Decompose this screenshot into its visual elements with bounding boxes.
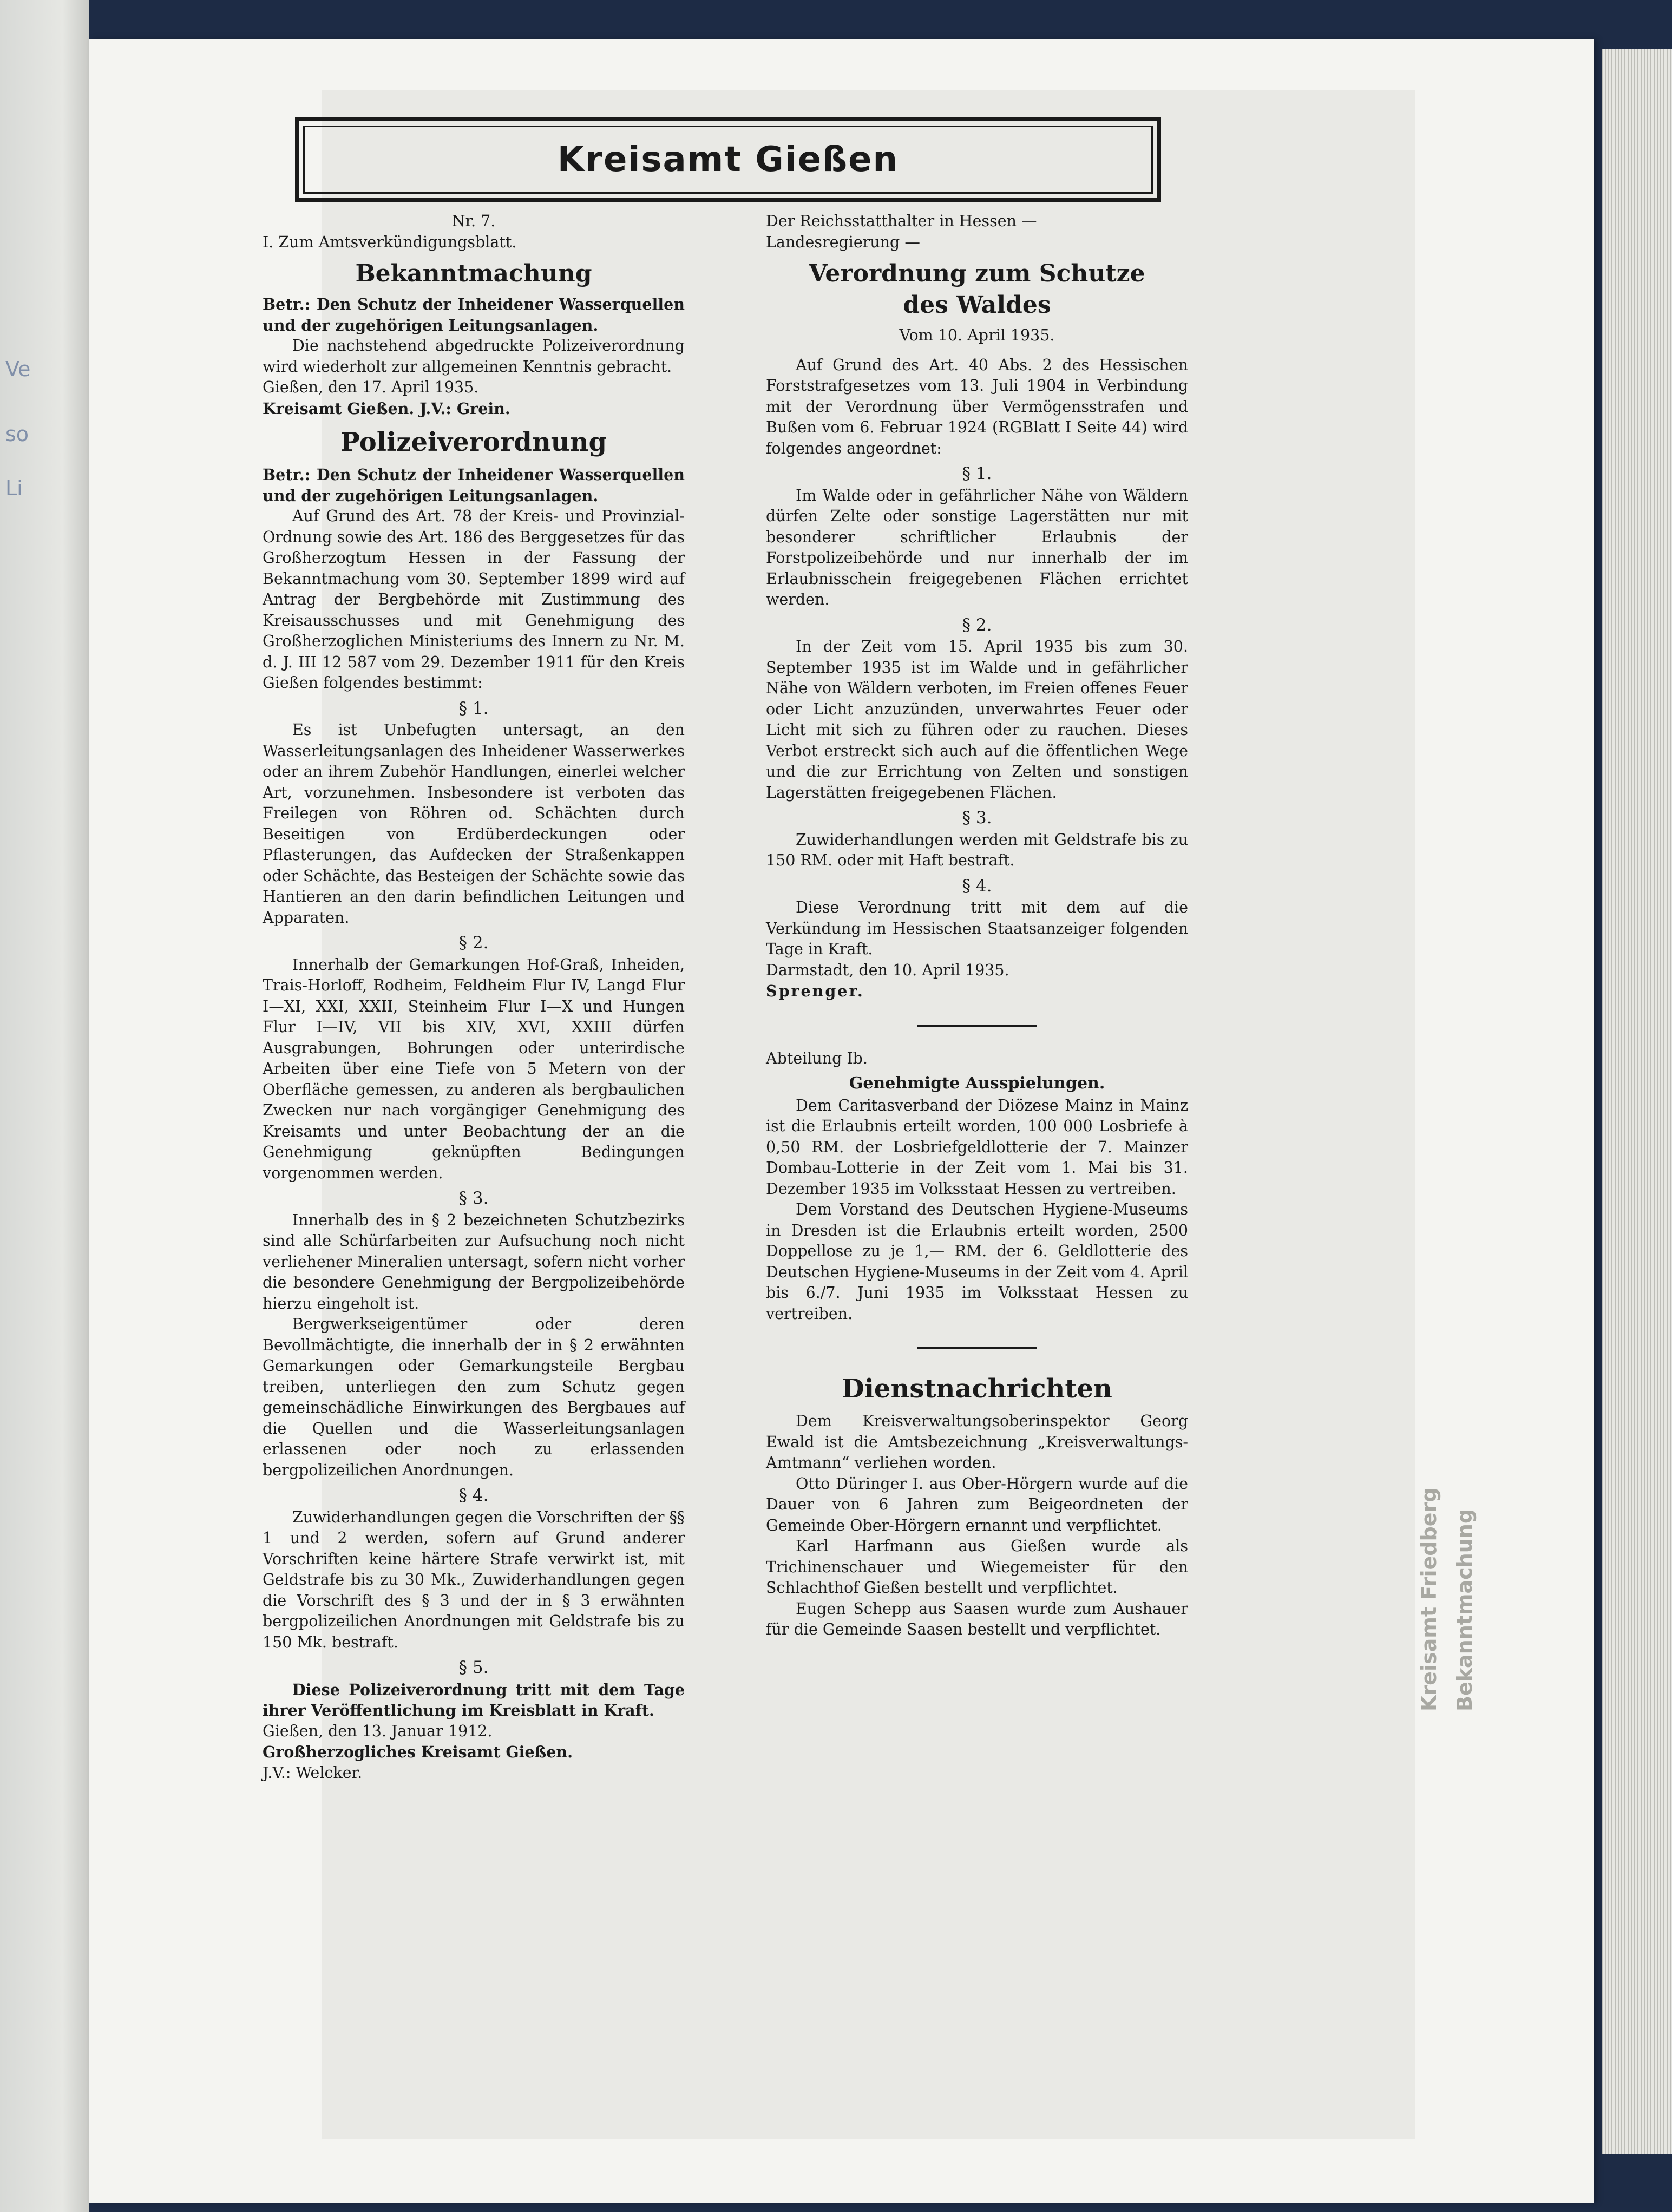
polizeiverordnung-date: Gießen, den 13. Januar 1912. bbox=[263, 1722, 493, 1740]
paragraph-text: Im Walde oder in gefährlicher Nähe von Wäldern dürfen Zelte oder sonstige Lagerstätten nur mit besonderer schriftlicher Erlaubnis der Forstpolizeibehörde und nur innerhalb der im Erlaubnisschein freigegebenen Flächen errichtet werden. bbox=[766, 486, 1188, 608]
bleed-subheading: Bekanntmachung bbox=[1452, 1508, 1477, 1711]
header-line: Der Reichsstatthalter in Hessen — bbox=[766, 212, 1037, 230]
bekanntmachung-betr: Betr.: Den Schutz der Inheidener Wasserquellen und der zugehörigen Leitungsanlagen. bbox=[263, 295, 685, 334]
verordnung-intro: Auf Grund des Art. 40 Abs. 2 des Hessischen Forststrafgesetzes vom 13. Juli 1904 in Verbindung mit der Verordnung über Vermögensstrafen und Bußen vom 6. Februar 1924 (RGBlatt I Seite 44) wird folgendes angeordnet: bbox=[766, 356, 1188, 457]
dienstnachricht-item: Otto Düringer I. aus Ober-Hörgern wurde auf die Dauer von 6 Jahren zum Beigeordneten der Gemeinde Ober-Hörgern ernannt und verpflichtet. bbox=[766, 1474, 1188, 1534]
bleed-heading: Kreisamt Friedberg bbox=[1417, 1487, 1441, 1711]
paragraph-heading: § 2. bbox=[458, 933, 489, 953]
ausspielungen-text: Dem Caritasverband der Diözese Mainz in Mainz ist die Erlaubnis erteilt worden, 100 000 Losbriefe à 0,50 RM. der Losbriefgeldlotterie der 7. Mainzer Dombau-Lotterie in der Zeit vom 1. Mai bis 31. Dezember 1935 im Volksstaat Hessen zu vertreiben. bbox=[766, 1096, 1188, 1198]
divider-rule bbox=[917, 1025, 1037, 1027]
bekanntmachung-text: Die nachstehend abgedruckte Polizeiverordnung wird wiederholt zur allgemeinen Kenntnis gebracht. bbox=[263, 337, 685, 376]
paragraph-heading: § 1. bbox=[962, 464, 992, 483]
paragraph-heading: § 4. bbox=[962, 876, 992, 896]
paragraph-heading: § 5. bbox=[458, 1658, 489, 1677]
divider-rule bbox=[917, 1347, 1037, 1349]
page-stack-edge bbox=[1602, 49, 1672, 2154]
show-through-text bbox=[1410, 142, 1594, 1738]
ausspielungen-text: Dem Vorstand des Deutschen Hygiene-Museums in Dresden ist die Erlaubnis erteilt worden, 2500 Doppellose zu je 1,— RM. der 6. Geldlotterie des Deutschen Hygiene-Museums in der Zeit vom 4. April bis 6./7. Juni 1935 im Volksstaat Hessen zu vertreiben. bbox=[766, 1200, 1188, 1323]
left-column bbox=[263, 211, 685, 1783]
signature-authority: Großherzogliches Kreisamt Gießen. bbox=[263, 1743, 573, 1761]
paragraph-text: Diese Polizeiverordnung tritt mit dem Tage ihrer Veröffentlichung im Kreisblatt in Kraft. bbox=[263, 1680, 685, 1719]
signature-name: J.V.: Welcker. bbox=[263, 1763, 363, 1782]
verordnung-date: Darmstadt, den 10. April 1935. bbox=[766, 961, 1009, 979]
verordnung-signature: Sprenger. bbox=[766, 982, 864, 1000]
paragraph-text: Innerhalb des in § 2 bezeichneten Schutzbezirks sind alle Schürfarbeiten zur Aufsuchung noch nicht verliehener Mineralien untersagt, sofern nicht vorher die besondere Genehmigung der Bergpolizeibehörde hierzu eingeholt ist. bbox=[263, 1211, 685, 1312]
dienstnachricht-item: Eugen Schepp aus Saasen wurde zum Aushauer für die Gemeinde Saasen bestellt und verpflichtet. bbox=[766, 1599, 1188, 1638]
bekanntmachung-signature: Kreisamt Gießen. J.V.: Grein. bbox=[263, 399, 510, 418]
paragraph-text: Es ist Unbefugten untersagt, an den Wasserleitungsanlagen des Inheidener Wasserwerkes oder an ihrem Zubehör Handlungen, einerlei welcher Art, vorzunehmen. Insbesondere ist verboten das Freilegen von Röhren od. Schächten durch Beseitigen von Erdüberdeckungen oder Pflasterungen, das Aufdecken der Straßenkappen oder Schächte, das Besteigen der Schächte sowie das Hantieren an den darin befindlichen Leitungen und Apparaten. bbox=[263, 721, 685, 927]
dienstnachrichten-title: Dienstnachrichten bbox=[842, 1374, 1112, 1404]
paragraph-heading: § 2. bbox=[962, 615, 992, 635]
dienstnachricht-item: Dem Kreisverwaltungsoberinspektor Georg Ewald ist die Amtsbezeichnung „Kreisverwaltungs-Amtmann“ verliehen worden. bbox=[766, 1412, 1188, 1472]
paragraph-text: Zuwiderhandlungen werden mit Geldstrafe bis zu 150 RM. oder mit Haft bestraft. bbox=[766, 830, 1188, 869]
issue-number: Nr. 7. bbox=[451, 212, 496, 230]
paragraph-text: In der Zeit vom 15. April 1935 bis zum 30. September 1935 ist im Walde und in gefährlicher Nähe von Wäldern verboten, im Freien offenes Feuer oder Licht anzuzünden, unverwahrtes Feuer oder Licht mit sich zu führen oder zu rauchen. Dieses Verbot erstreckt sich auch auf die öffentlichen Wege und die zur Errichtung von Zelten und sonstigen Lagerstätten freigegebenen Flächen. bbox=[766, 638, 1188, 802]
dienstnachricht-item: Karl Harfmann aus Gießen wurde als Trichinenschauer und Wiegemeister für den Schlachthof Gießen bestellt und verpflichtet. bbox=[766, 1537, 1188, 1597]
department-label: Abteilung Ib. bbox=[766, 1049, 868, 1067]
paragraph-text: Diese Verordnung tritt mit dem auf die Verkündung im Hessischen Staatsanzeiger folgenden Tage in Kraft. bbox=[766, 898, 1188, 958]
section-ref: I. Zum Amtsverkündigungsblatt. bbox=[263, 233, 517, 251]
header-line: Landesregierung — bbox=[766, 233, 920, 251]
polizeiverordnung-title: Polizeiverordnung bbox=[340, 427, 607, 457]
verordnung-title-2: des Waldes bbox=[903, 291, 1051, 319]
paragraph-heading: § 3. bbox=[458, 1189, 489, 1208]
polizeiverordnung-betr: Betr.: Den Schutz der Inheidener Wasserquellen und der zugehörigen Leitungsanlagen. bbox=[263, 465, 685, 505]
paragraph-text: Bergwerkseigentümer oder deren Bevollmächtigte, die innerhalb der in § 2 erwähnten Gemarkungen oder Gemarkungsteile Bergbau treiben, unterliegen den zum Schutz gegen gemeinschädliche Einwirkungen des Bergbaues auf die Quellen und die Wasserleitungsanlagen erlassenen oder noch zu erlassenden bergpolizeilichen Anordnungen. bbox=[263, 1315, 685, 1479]
masthead-title: Kreisamt Gießen bbox=[557, 140, 899, 180]
masthead bbox=[295, 117, 1161, 202]
paragraph-text: Innerhalb der Gemarkungen Hof-Graß, Inheiden, Trais-Horloff, Rodheim, Feldheim Flur IV, Langd Flur I—XI, XXI, XXII, Steinheim Flur I—X und Hungen Flur I—IV, VII bis XIV, XVI, XXIII dürfen Ausgrabungen, Bohrungen oder unterirdische Arbeiten über eine Tiefe von 5 Metern von der Oberfläche gemessen, zu anderen als bergbaulichen Zwecken nur nach vorgängiger Genehmigung des Kreisamts und unter Beobachtung der an die Genehmigung geknüpften Bedingungen vorgenommen werden. bbox=[263, 955, 685, 1182]
left-page-edge: Ve so Li bbox=[0, 0, 89, 2212]
scanned-page bbox=[89, 39, 1594, 2203]
bekanntmachung-title: Bekanntmachung bbox=[355, 260, 592, 287]
paragraph-heading: § 1. bbox=[458, 698, 489, 718]
bekanntmachung-date: Gießen, den 17. April 1935. bbox=[263, 378, 479, 396]
verordnung-title: Verordnung zum Schutze bbox=[809, 260, 1145, 287]
paragraph-text: Zuwiderhandlungen gegen die Vorschriften der §§ 1 und 2 werden, sofern auf Grund anderer Vorschriften keine härtere Strafe verwirkt ist, mit Geldstrafe bis zu 30 Mk., Zuwiderhandlungen gegen die Vorschrift des § 3 und der in § 3 erwähnten bergpolizeilichen Anordnungen mit Geldstrafe bis zu 150 Mk. bestraft. bbox=[263, 1508, 685, 1651]
ausspielungen-title: Genehmigte Ausspielungen. bbox=[849, 1074, 1105, 1093]
paragraph-heading: § 3. bbox=[962, 808, 992, 828]
verordnung-date-line: Vom 10. April 1935. bbox=[899, 326, 1055, 344]
polizeiverordnung-intro: Auf Grund des Art. 78 der Kreis- und Provinzial-Ordnung sowie des Art. 186 des Berggesetzes für das Großherzogtum Hessen in der Fassung der Bekanntmachung vom 30. September 1899 wird auf Antrag der Bergbehörde mit Zustimmung des Kreisausschusses und mit Genehmigung des Großherzoglichen Ministeriums des Innern zu Nr. M. d. J. III 12 587 vom 29. Dezember 1911 für den Kreis Gießen folgendes bestimmt: bbox=[263, 507, 685, 692]
paragraph-heading: § 4. bbox=[458, 1486, 489, 1505]
right-column bbox=[766, 211, 1188, 1640]
